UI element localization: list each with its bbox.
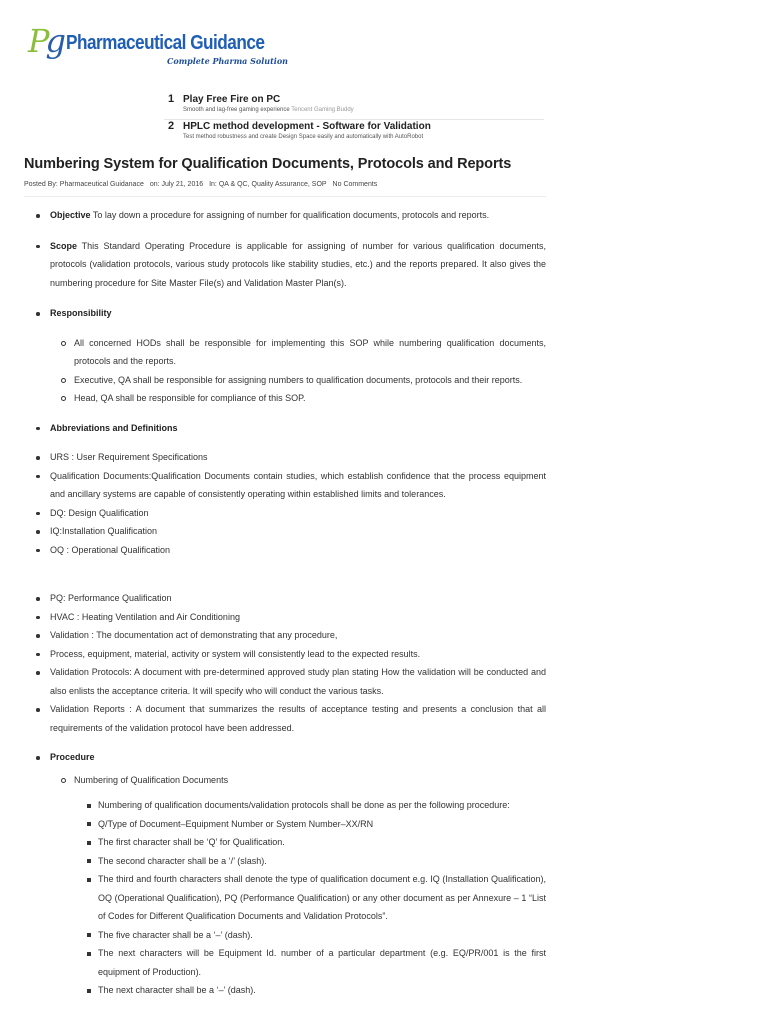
list-item: Executive, QA shall be responsible for assigning numbers to qualification documents, protocols and their reports. xyxy=(24,371,546,390)
list-item: Numbering of qualification documents/validation protocols shall be done as per the following procedure: xyxy=(24,796,546,815)
list-item-responsibility xyxy=(24,304,546,334)
logo-tagline: Complete Pharma Solution xyxy=(167,56,288,66)
ad-link[interactable] xyxy=(164,120,544,146)
list-item: URS : User Requirement Specifications xyxy=(24,448,546,467)
ad-link[interactable] xyxy=(164,93,544,120)
list-item: All concerned HODs shall be responsible for implementing this SOP while numbering qualification documents, protocols and the reports. xyxy=(24,334,546,371)
ad-description: Smooth and lag-free gaming experience Tencent Gaming Buddy xyxy=(183,107,354,113)
list-item: The next character shall be a ‘–’ (dash). xyxy=(24,981,546,1000)
logo-name: Pharmaceutical Guidance xyxy=(66,32,265,54)
abbreviations-label: Abbreviations and Definitions xyxy=(50,422,178,433)
list-item-procedure xyxy=(24,748,546,767)
ad-number: 1 xyxy=(168,93,175,105)
list-item: Validation Reports : A document that summarizes the results of acceptance testing and presents a conclusion that all requirements of the validation protocol have been addressed. xyxy=(24,700,546,737)
list-item: Validation Protocols: A document with pre-determined approved study plan stating How the validation will be conducted and also enlists the acceptance criteria. It will specify who will conduct the various tasks. xyxy=(24,663,546,700)
list-item: Q/Type of Document–Equipment Number or System Number–XX/RN xyxy=(24,815,546,834)
post-comments[interactable]: No Comments xyxy=(332,181,378,188)
article-title: Numbering System for Qualification Documents, Protocols and Reports xyxy=(24,156,512,172)
list-item: The second character shall be a ‘/’ (slash). xyxy=(24,852,546,871)
list-item: The next characters will be Equipment Id. number of a particular department (e.g. EQ/PR/001 is the first equipment of Production). xyxy=(24,944,546,981)
list-item: The third and fourth characters shall denote the type of qualification document e.g. IQ (Installation Qualification), OQ (Operational Qualification), PQ (Performance Qualification) or any other document as per Annexure – 1 “List of Codes for Different Qualification Documents and Validation Protocols”. xyxy=(24,870,546,926)
post-meta xyxy=(24,181,381,188)
list-item: The five character shall be a ‘–’ (dash). xyxy=(24,926,546,945)
list-item: Validation : The documentation act of demonstrating that any procedure, xyxy=(24,626,546,645)
list-item: HVAC : Heating Ventilation and Air Conditioning xyxy=(24,608,546,627)
post-author[interactable]: Posted By: Pharmaceutical Guidanace xyxy=(24,181,144,188)
list-item: Process, equipment, material, activity or system will consistently lead to the expected results. xyxy=(24,645,546,664)
ad-number: 2 xyxy=(168,120,175,132)
ad-source: Tencent Gaming Buddy xyxy=(291,107,354,113)
list-item-abbreviations xyxy=(24,419,546,438)
responsibility-label: Responsibility xyxy=(50,308,112,318)
post-date: on: July 21, 2016 xyxy=(149,181,204,188)
ad-title[interactable]: Play Free Fire on PC xyxy=(183,94,281,105)
list-item: IQ:Installation Qualification xyxy=(24,522,546,541)
list-item-objective: Objective To lay down a procedure for assigning of number for qualification documents, protocols and reports. xyxy=(24,206,546,225)
article-body xyxy=(24,206,546,1000)
ad-title[interactable]: HPLC method development - Software for Validation xyxy=(183,121,431,132)
procedure-label: Procedure xyxy=(50,752,95,762)
objective-label: Objective xyxy=(50,210,91,220)
list-item: PQ: Performance Qualification xyxy=(24,589,546,608)
list-item: OQ : Operational Qualification xyxy=(24,541,546,560)
divider xyxy=(24,196,546,197)
list-item: Numbering of Qualification Documents xyxy=(24,771,546,790)
post-categories[interactable]: In: QA & QC, Quality Assurance, SOP xyxy=(209,181,327,188)
logo-monogram-icon: Pg xyxy=(28,22,63,60)
scope-label: Scope xyxy=(50,240,78,251)
list-item: DQ: Design Qualification xyxy=(24,504,546,523)
list-item: The first character shall be ‘Q’ for Qualification. xyxy=(24,833,546,852)
site-logo[interactable] xyxy=(24,22,288,70)
ad-description: Test method robustness and create Design Space easily and automatically with AutoRobot xyxy=(183,134,424,140)
list-item-scope: Scope This Standard Operating Procedure is applicable for assigning of number for various qualification documents, protocols (validation protocols, various study protocols like stability studies, etc.) and the reports prepared. It also gives the numbering procedure for Site Master File(s) and Validation Master Plan(s). xyxy=(24,237,546,293)
list-item: Head, QA shall be responsible for compliance of this SOP. xyxy=(24,389,546,408)
list-item: Qualification Documents:Qualification Documents contain studies, which establish confidence that the process equipment and ancillary systems are capable of consistently operating within established limits and tolerances. xyxy=(24,467,546,504)
